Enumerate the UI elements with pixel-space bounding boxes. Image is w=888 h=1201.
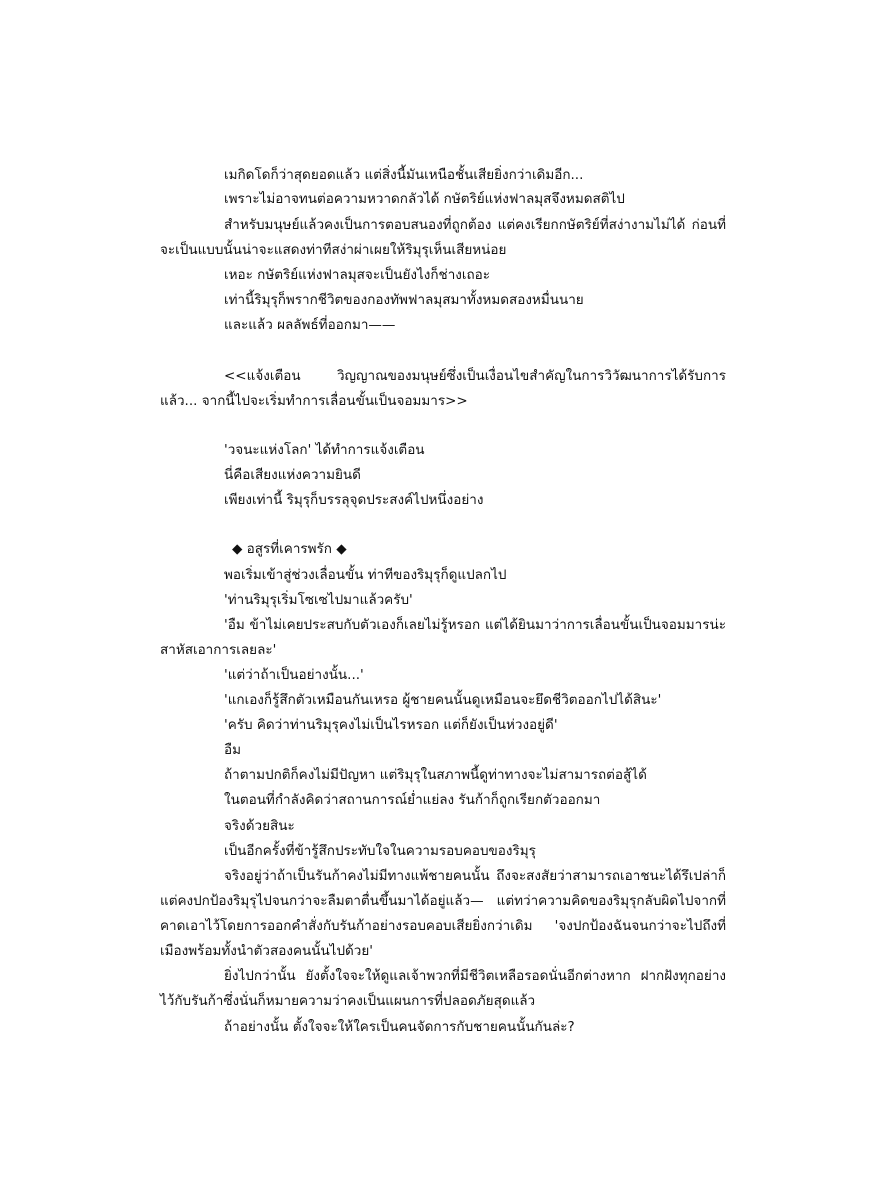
dialogue-line: 'แต่ว่าถ้าเป็นอย่างนั้น...' bbox=[224, 667, 364, 683]
paragraph-line: และแล้ว ผลลัพธ์ที่ออกมา—— bbox=[224, 317, 396, 333]
paragraph-line: แต่คงปกป้องริมุรุไปจนกว่าจะลืมตาตื่นขึ้นมาได้อยู่แล้ว— แต่ทว่าความคิดของริมุรุกลับผิดไปจากที่ bbox=[160, 893, 726, 909]
dialogue-line: 'แกเองก็รู้สึกตัวเหมือนกันเหรอ ผู้ชายคนนั้นดูเหมือนจะยึดชีวิตออกไปได้สินะ' bbox=[224, 692, 662, 708]
paragraph-line: ถ้าอย่างนั้น ตั้งใจจะให้ใครเป็นคนจัดการกับชายคนนั้นกันล่ะ? bbox=[224, 1019, 575, 1035]
paragraph-line: จะเป็นแบบนั้นน่าจะแสดงท่าทีสง่าผ่าเผยให้ริมุรุเห็นเสียหน่อย bbox=[160, 242, 507, 258]
paragraph-line: เป็นอีกครั้งที่ข้ารู้สึกประทับใจในความรอบคอบของริมุรุ bbox=[224, 843, 536, 859]
paragraph-line: อืม bbox=[224, 742, 242, 758]
system-message-line: <<แจ้งเตือน วิญญาณของมนุษย์ซึ่งเป็นเงื่อนไขสำคัญในการวิวัฒนาการได้รับการ bbox=[224, 368, 726, 384]
dialogue-line: 'ครับ คิดว่าท่านริมุรุคงไม่เป็นไรหรอก แต่ก็ยังเป็นห่วงอยู่ดี' bbox=[224, 717, 558, 733]
paragraph-line: ถ้าตามปกติก็คงไม่มีปัญหา แต่ริมุรุในสภาพนี้ดูท่าทางจะไม่สามารถต่อสู้ได้ bbox=[224, 767, 647, 783]
paragraph-line: เพียงเท่านี้ ริมุรุก็บรรลุจุดประสงค์ไปหนึ่งอย่าง bbox=[224, 492, 484, 508]
paragraph-line: พอเริ่มเข้าสู่ช่วงเลื่อนขั้น ท่าทีของริมุรุก็ดูแปลกไป bbox=[224, 567, 507, 583]
paragraph-line: ไว้กับรันก้าซึ่งนั่นก็หมายความว่าคงเป็นแผนการที่ปลอดภัยสุดแล้ว bbox=[160, 993, 536, 1009]
paragraph-line: จริงด้วยสินะ bbox=[224, 818, 295, 834]
section-heading: ◆ อสูรที่เคารพรัก ◆ bbox=[232, 541, 347, 557]
paragraph-line: คาดเอาไว้โดยการออกคำสั่งกับรันก้าอย่างรอบคอบเสียยิ่งกว่าเดิม 'จงปกป้องฉันจนกว่าจะไปถึงที่ bbox=[160, 918, 726, 934]
paragraph-line: นี่คือเสียงแห่งความยินดี bbox=[224, 467, 361, 483]
paragraph-line: ในตอนที่กำลังคิดว่าสถานการณ์ย่ำแย่ลง รันก้าก็ถูกเรียกตัวออกมา bbox=[224, 792, 601, 808]
paragraph-line: เมกิดโดก็ว่าสุดยอดแล้ว แต่สิ่งนี้มันเหนือชั้นเสียยิ่งกว่าเดิมอีก... bbox=[224, 167, 584, 183]
system-message-line: แล้ว... จากนี้ไปจะเริ่มทำการเลื่อนขั้นเป็นจอมมาร>> bbox=[160, 393, 468, 409]
dialogue-line: สาหัสเอาการเลยละ' bbox=[160, 642, 277, 658]
paragraph-line: สำหรับมนุษย์แล้วคงเป็นการตอบสนองที่ถูกต้อง แต่คงเรียกกษัตริย์ที่สง่างามไม่ได้ ก่อนที่ bbox=[224, 217, 726, 233]
paragraph-line: เท่านี้ริมุรุก็พรากชีวิตของกองทัพฟาลมุสมาทั้งหมดสองหมื่นนาย bbox=[224, 292, 584, 308]
paragraph-line: 'วจนะแห่งโลก' ได้ทำการแจ้งเตือน bbox=[224, 442, 425, 458]
paragraph-line: จริงอยู่ว่าถ้าเป็นรันก้าคงไม่มีทางแพ้ชายคนนั้น ถึงจะสงสัยว่าสามารถเอาชนะได้รึเปล่าก็ bbox=[224, 868, 726, 884]
paragraph-line: เมืองพร้อมทั้งนำตัวสองคนนั้นไปด้วย' bbox=[160, 943, 374, 959]
dialogue-line: 'ท่านริมุรุเริ่มโซเซไปมาแล้วครับ' bbox=[224, 592, 413, 608]
paragraph-line: เหอะ กษัตริย์แห่งฟาลมุสจะเป็นยังไงก็ช่างเถอะ bbox=[224, 267, 491, 283]
paragraph-line: เพราะไม่อาจทนต่อความหวาดกลัวได้ กษัตริย์แห่งฟาลมุสจึงหมดสติไป bbox=[224, 191, 625, 207]
paragraph-line: ยิ่งไปกว่านั้น ยังตั้งใจจะให้ดูแลเจ้าพวกที่มีชีวิตเหลือรอดนั่นอีกต่างหาก ฝากฝังทุกอย่าง bbox=[224, 968, 726, 984]
dialogue-line: 'อืม ข้าไม่เคยประสบกับตัวเองก็เลยไม่รู้หรอก แต่ได้ยินมาว่าการเลื่อนขั้นเป็นจอมมารน่ะ bbox=[224, 617, 726, 633]
